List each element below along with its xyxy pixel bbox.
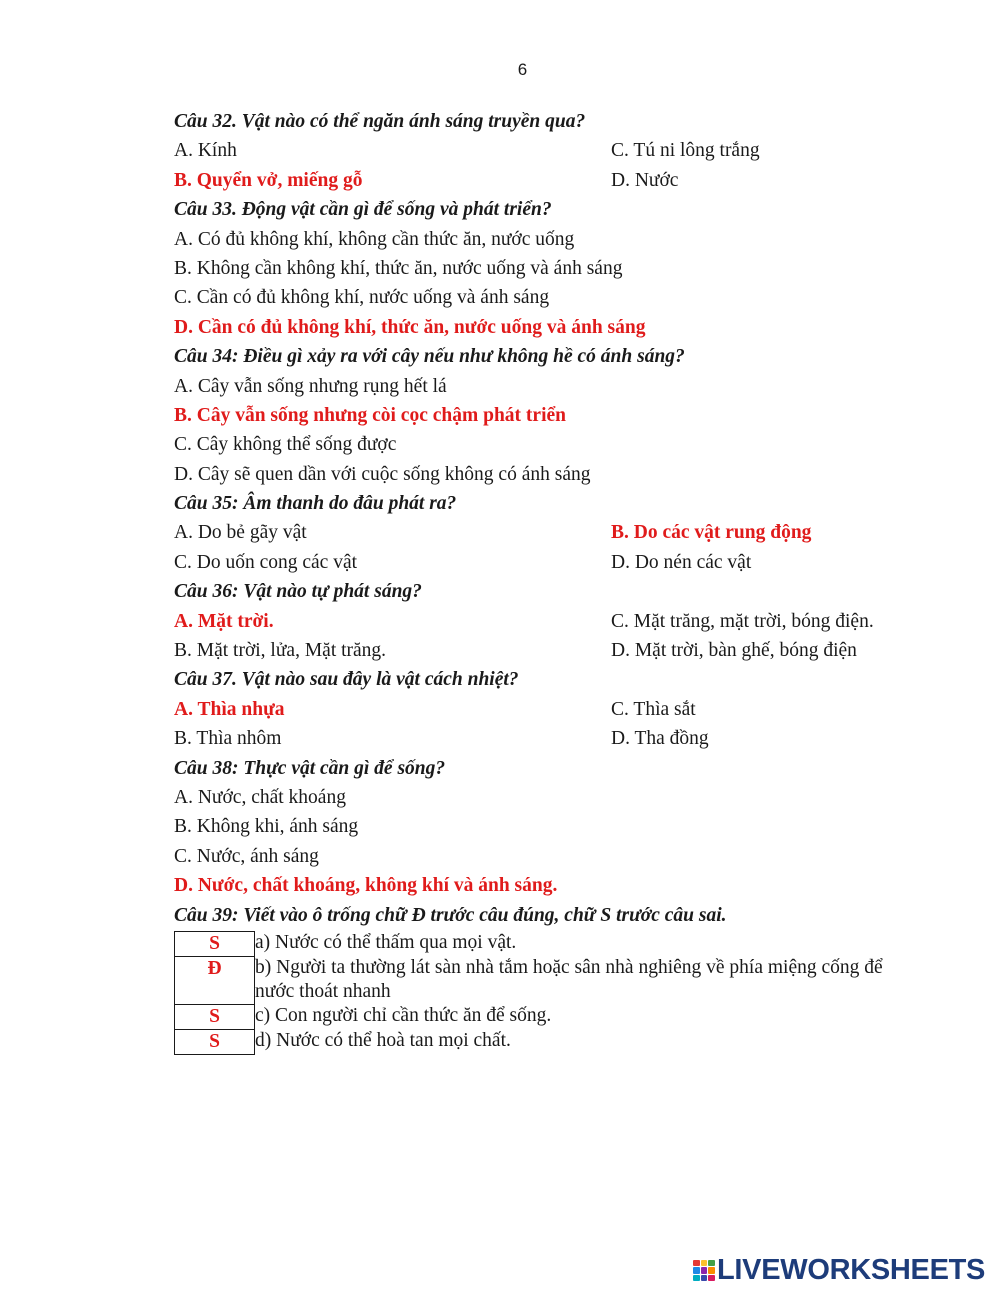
- answer-row: [174, 225, 934, 254]
- liveworksheets-logo-icon: [693, 1260, 715, 1282]
- answer-option: C. Tú ni lông trắng: [611, 140, 760, 162]
- answer-row: [174, 283, 934, 312]
- answer-box[interactable]: S: [175, 931, 255, 956]
- answer-option: D. Cây sẽ quen dần với cuộc sống không có ánh sáng: [174, 463, 591, 485]
- answer-option: B. Thìa nhôm: [174, 728, 282, 750]
- answer-option: D. Do nén các vật: [611, 551, 752, 573]
- answer-row: [174, 871, 934, 900]
- answer-box[interactable]: Đ: [175, 956, 255, 1004]
- answer-row: [174, 254, 934, 283]
- answer-option: A. Do bẻ gãy vật: [174, 522, 307, 544]
- question-title: Câu 37. Vật nào sau đây là vật cách nhiệt?: [174, 669, 519, 691]
- statement-text: c) Con người chỉ cần thức ăn để sống.: [255, 1005, 552, 1027]
- correct-answer-option: B. Quyển vở, miếng gỗ: [174, 169, 363, 191]
- liveworksheets-logo: [693, 1254, 985, 1287]
- question-title: Câu 34: Điều gì xảy ra với cây nếu như không hề có ánh sáng?: [174, 346, 685, 368]
- question-title: Câu 35: Âm thanh do đâu phát ra?: [174, 493, 457, 515]
- answer-option: C. Thìa sắt: [611, 698, 696, 720]
- answer-row: [174, 460, 934, 489]
- page-number: 6: [517, 60, 528, 79]
- logo-square: [693, 1275, 700, 1282]
- answer-box[interactable]: S: [175, 1004, 255, 1029]
- logo-square: [708, 1275, 715, 1282]
- answer-option: D. Mặt trời, bàn ghế, bóng điện: [611, 640, 857, 662]
- true-false-row: [175, 956, 926, 1004]
- answer-row: [174, 313, 934, 342]
- logo-square: [693, 1260, 700, 1267]
- logo-text: LIVEWORKSHEETS: [717, 1254, 986, 1286]
- question-title: Câu 33. Động vật cần gì để sống và phát triển?: [174, 199, 552, 221]
- true-false-row: [175, 931, 926, 956]
- answer-box[interactable]: S: [175, 1029, 255, 1054]
- logo-square: [708, 1260, 715, 1267]
- answer-option: C. Nước, ánh sáng: [174, 845, 319, 867]
- correct-answer-option: B. Cây vẫn sống nhưng còi cọc chậm phát triển: [174, 404, 566, 426]
- answer-option: A. Kính: [174, 140, 237, 162]
- answer-option: B. Không cần không khí, thức ăn, nước uống và ánh sáng: [174, 257, 623, 279]
- answer-option: A. Cây vẫn sống nhưng rụng hết lá: [174, 375, 447, 397]
- answer-row: [174, 430, 934, 459]
- answer-option: C. Cây không thể sống được: [174, 434, 397, 456]
- correct-answer-option: D. Cần có đủ không khí, thức ăn, nước uống và ánh sáng: [174, 316, 646, 338]
- answer-option: B. Mặt trời, lửa, Mặt trăng.: [174, 640, 387, 662]
- answer-row: [174, 783, 934, 812]
- correct-answer-option: A. Thìa nhựa: [174, 698, 285, 720]
- answer-row: [174, 518, 934, 547]
- answer-option: C. Mặt trăng, mặt trời, bóng điện.: [611, 610, 874, 632]
- answer-row: [174, 166, 934, 195]
- question-title: Câu 38: Thực vật cần gì để sống?: [174, 757, 446, 779]
- true-false-row: [175, 1029, 926, 1054]
- answer-option: C. Cần có đủ không khí, nước uống và ánh sáng: [174, 287, 550, 309]
- answer-row: [174, 136, 934, 165]
- logo-square: [708, 1267, 715, 1274]
- question-title: Câu 32. Vật nào có thể ngăn ánh sáng truyền qua?: [174, 111, 586, 132]
- true-false-row: [175, 1004, 926, 1029]
- answer-row: [174, 636, 934, 665]
- question-title: Câu 36: Vật nào tự phát sáng?: [174, 581, 422, 603]
- statement-text: b) Người ta thường lát sàn nhà tắm hoặc sân nhà nghiêng về phía miệng cống để nước thoát nhanh: [255, 957, 883, 1003]
- logo-square: [693, 1267, 700, 1274]
- answer-row: [174, 842, 934, 871]
- correct-answer-option: D. Nước, chất khoáng, không khí và ánh sáng.: [174, 875, 558, 897]
- question-title: Câu 39: Viết vào ô trống chữ Đ trước câu đúng, chữ S trước câu sai.: [174, 904, 727, 926]
- logo-square: [701, 1275, 708, 1282]
- answer-row: [174, 548, 934, 577]
- answer-option: A. Nước, chất khoáng: [174, 786, 346, 808]
- correct-answer-option: A. Mặt trời.: [174, 610, 274, 632]
- true-false-table: [174, 931, 926, 1055]
- answer-option: D. Tha đồng: [611, 728, 709, 750]
- answer-row: [174, 812, 934, 841]
- answer-row: [174, 607, 934, 636]
- logo-square: [701, 1260, 708, 1267]
- answer-option: D. Nước: [611, 169, 679, 191]
- answer-row: [174, 372, 934, 401]
- worksheet-content: [174, 107, 934, 1055]
- logo-square: [701, 1267, 708, 1274]
- answer-option: B. Không khi, ánh sáng: [174, 816, 359, 838]
- answer-option: C. Do uốn cong các vật: [174, 551, 358, 573]
- answer-option: A. Có đủ không khí, không cần thức ăn, nước uống: [174, 228, 575, 250]
- answer-row: [174, 401, 934, 430]
- statement-text: a) Nước có thể thấm qua mọi vật.: [255, 932, 517, 954]
- answer-row: [174, 724, 934, 753]
- statement-text: d) Nước có thể hoà tan mọi chất.: [255, 1030, 511, 1052]
- answer-row: [174, 695, 934, 724]
- correct-answer-option: B. Do các vật rung động: [611, 522, 812, 544]
